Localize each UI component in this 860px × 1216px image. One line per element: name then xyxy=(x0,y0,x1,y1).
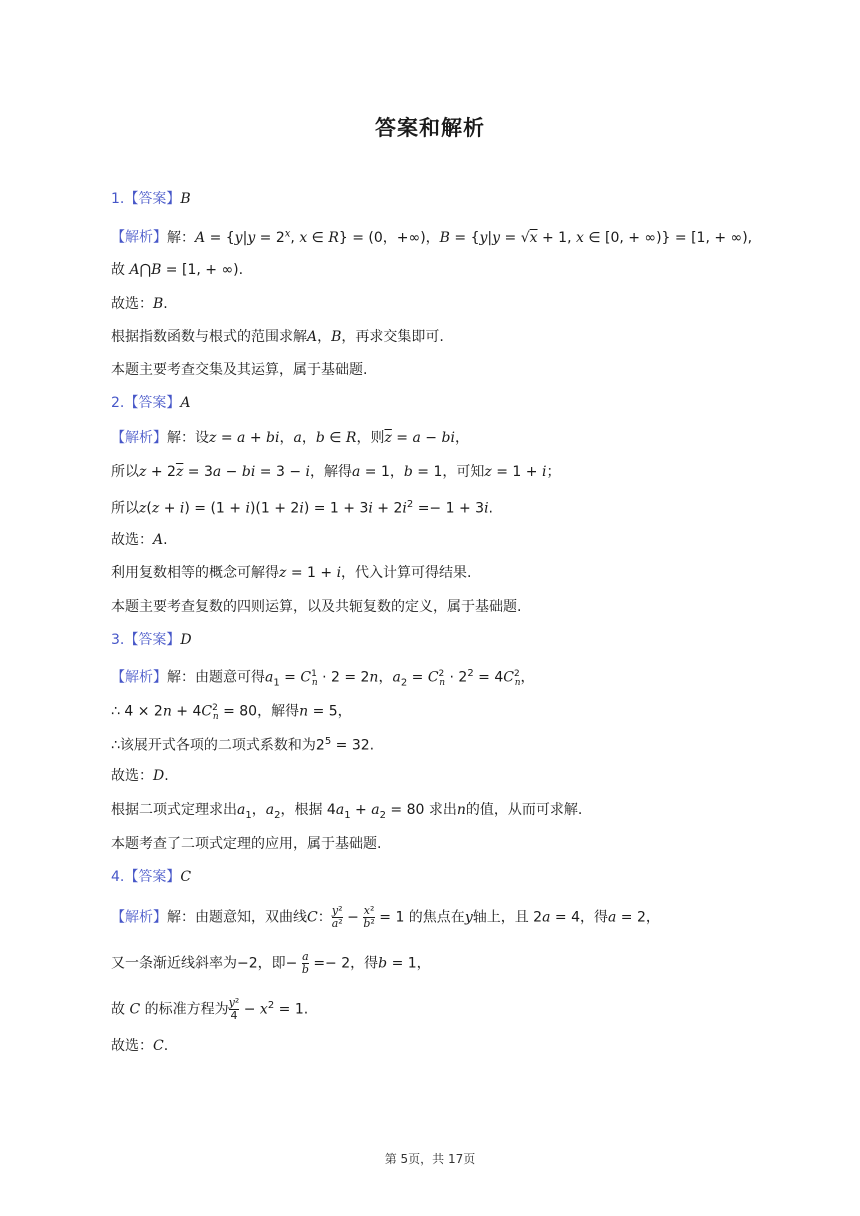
body-line: 本题考查了二项式定理的应用，属于基础题. xyxy=(111,836,382,852)
body-line: 根据二项式定理求出$a_1$，$a_2$，根据 $4a_1 + a_2 = 80$ 求出n的值，从而可求解. xyxy=(111,802,583,821)
body-line: 又一条渐近线斜率为−2，即− $\frac{a}{b}$ =− 2，得b = 1， xyxy=(111,950,431,976)
body-line: 故选：B. xyxy=(111,296,168,312)
body-line: 故选：C. xyxy=(111,1038,169,1054)
body-line: 本题主要考查复数的四则运算，以及共轭复数的定义，属于基础题. xyxy=(111,599,522,615)
body-line: 利用复数相等的概念可解得z = 1 + i，代入计算可得结果. xyxy=(111,565,472,581)
analysis-line: 【解析】解：由题意知，双曲线C：y² a² − x² b² = 1 的焦点在y轴上，且 2a = 4，得a = 2， xyxy=(111,904,660,930)
body-line: 故选：D. xyxy=(111,768,169,784)
analysis-line: 【解析】解：由题意可得$a_1 = C^1_n \cdot 2 = 2n$，$a_2 = C^2_n \cdot 2^2 = 4C^2_n$， xyxy=(111,668,535,689)
body-line: 故 A⋂B = [1, + ∞). xyxy=(111,262,244,278)
body-line: 根据指数函数与根式的范围求解A，B，再求交集即可. xyxy=(111,329,444,345)
answer-value: B xyxy=(180,191,191,207)
analysis-line: 【解析】解：设z = a + bi，a，b ∈ R，则$\overline{z} = a$ − bi， xyxy=(111,430,469,446)
analysis-line: 【解析】解：$A = \{y|y = 2^x$, x ∈ R} = (0，+∞)，B = {y|y = √x + 1, x ∈ [0, + ∞)} = [1, + ∞), xyxy=(111,228,753,246)
body-line: ∴该展开式各项的二项式系数和为$2^5 = 32$. xyxy=(111,736,375,754)
body-line: 所以$z(z + i) = (1 + i)(1 + 2i) = 1 + 3i + 2i^2 =- 1 + 3i$. xyxy=(111,499,493,517)
body-line: 故选：A. xyxy=(111,532,168,548)
page-title: 答案和解析 xyxy=(375,116,485,140)
body-line: ∴ $4 \times 2n + 4C^2_n = 80$，解得n = 5， xyxy=(111,703,352,723)
body-line: 所以$z + 2\overline{z} = 3a$ − bi = 3 − i，解得a = 1，b = 1，可知z = 1 + i； xyxy=(111,464,561,480)
answer-line-4: 4.【答案】C xyxy=(111,869,192,885)
answer-line-3: 3.【答案】D xyxy=(111,632,192,648)
body-line: 本题主要考查交集及其运算，属于基础题. xyxy=(111,362,368,378)
body-line: 故 C 的标准方程为y² 4 − $x^2 = 1$. xyxy=(111,996,309,1023)
answer-line-1 xyxy=(111,189,191,209)
answer-line-2: 2.【答案】A xyxy=(111,395,191,411)
page-footer: 第 5页，共 17页 xyxy=(384,1152,476,1166)
answer-label: 1.【答案】 xyxy=(111,191,181,207)
